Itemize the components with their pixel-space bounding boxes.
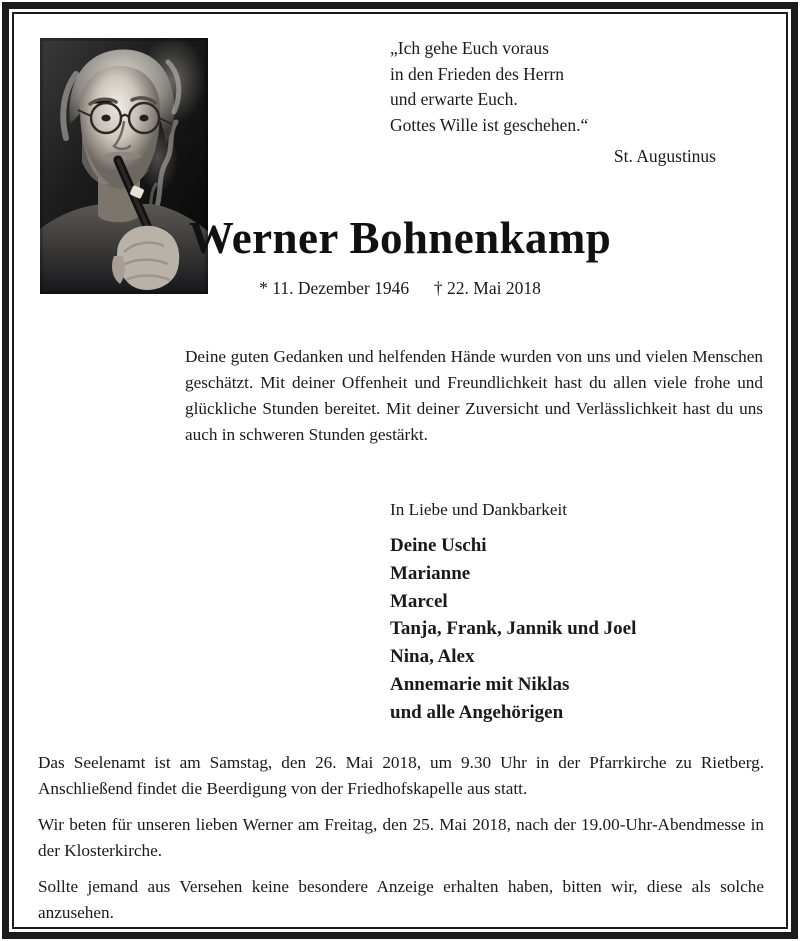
deceased-name: Werner Bohnenkamp [188,213,612,263]
gratitude-line: In Liebe und Dankbarkeit [390,500,568,519]
quote-line-3: und erwarte Euch. [390,89,518,109]
notice-paragraph-prayer: Wir beten für unseren lieben Werner am Freitag, den 25. Mai 2018, nach der 19.00-Uhr-Abendmesse in der Klosterkirche. [38,815,764,860]
family-member: Marianne [390,562,471,584]
notice-paragraph-requiem: Das Seelenamt ist am Samstag, den 26. Mai 2018, um 9.30 Uhr in der Pfarrkirche zu Rietberg. Anschließend findet die Beerdigung von der Friedhofskapelle aus statt. [38,753,764,798]
death-symbol: † [433,278,443,298]
family-member: Annemarie mit Niklas [390,673,570,695]
family-signature-list [390,532,750,727]
family-member: Deine Uschi [390,535,487,556]
birth-symbol: * [259,278,268,298]
quote-attribution: St. Augustinus [613,146,716,166]
family-member: Nina, Alex [390,646,475,668]
quote-line-1: „Ich gehe Euch voraus [390,38,549,58]
service-notices [38,750,764,926]
memorial-quote [390,36,734,138]
family-member: und alle Angehörigen [390,701,564,723]
life-dates [28,278,772,299]
tribute-paragraph: Deine guten Gedanken und helfenden Hände wurden von uns und vielen Menschen geschätzt. Mit deiner Offenheit und Freundlichkeit hast du allen viele frohe und glückliche Stunden bereitet. Mit deiner Zuversicht und Verlässlichkeit hast du uns auch in schweren Stunden gestärkt. [185,347,763,444]
death-date: 22. Mai 2018 [447,278,541,298]
family-member: Marcel [390,590,448,612]
notice-paragraph-apology: Sollte jemand aus Versehen keine besondere Anzeige erhalten haben, bitten wir, diese als solche anzusehen. [38,877,764,922]
quote-line-2: in den Frieden des Herrn [390,63,564,84]
notice-content-area [14,14,786,927]
family-member: Tanja, Frank, Jannik und Joel [390,618,637,640]
birth-date: 11. Dezember 1946 [272,278,410,298]
quote-line-4: Gottes Wille ist geschehen.“ [390,114,589,135]
